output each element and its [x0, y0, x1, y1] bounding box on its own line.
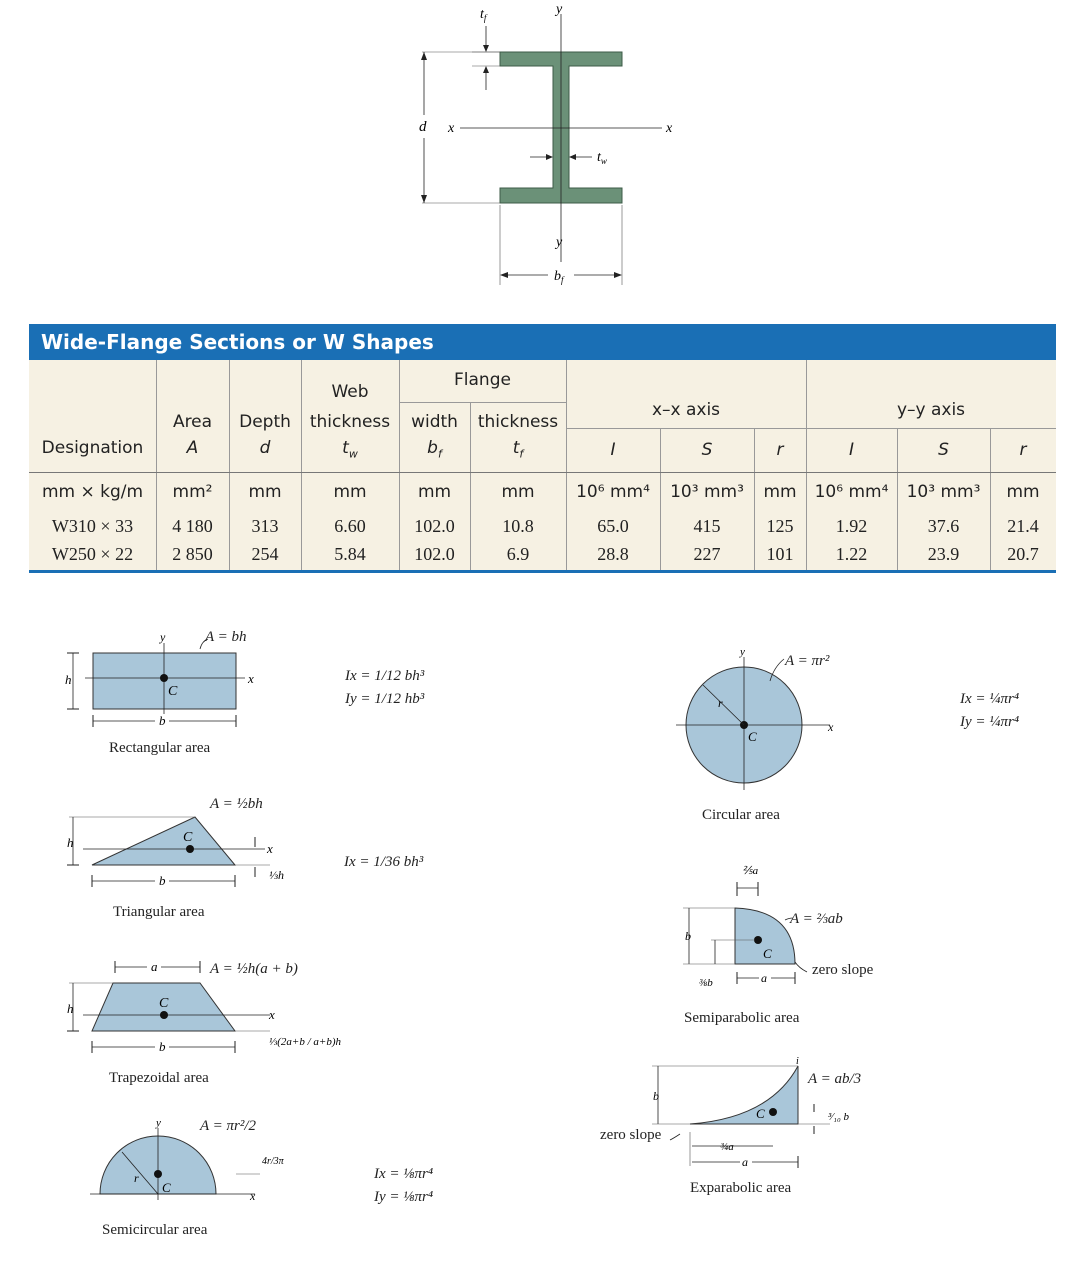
flange-width-label: $b_f$	[554, 269, 564, 285]
svg-text:i: i	[796, 1056, 799, 1067]
table-cell: 102.0	[414, 516, 455, 536]
table-cell: 125	[766, 516, 794, 536]
y-axis-label-top: y	[556, 2, 563, 17]
table-cell: 5.84	[334, 544, 366, 564]
table-body	[29, 510, 1056, 573]
unit-yy-r: mm	[1006, 482, 1040, 502]
triangular-caption: Triangular area	[113, 904, 205, 920]
svg-text:y: y	[156, 1117, 161, 1129]
circle-Iy-formula: Iy = ¼πr⁴	[960, 714, 1020, 730]
svg-text:h: h	[67, 1001, 74, 1016]
svg-text:C: C	[168, 684, 178, 699]
svg-text:⅓h: ⅓h	[269, 868, 284, 882]
svg-text:C: C	[748, 729, 757, 744]
table-cell: 102.0	[414, 544, 455, 564]
svg-text:¾a: ¾a	[720, 1141, 734, 1153]
table-cell: 4 180	[172, 516, 213, 536]
table-cell: 65.0	[597, 516, 629, 536]
svg-text:x: x	[267, 841, 273, 856]
table-header	[29, 360, 1056, 510]
header-depth: Depth	[239, 412, 291, 432]
header-flange: Flange	[454, 370, 511, 390]
header-designation: Designation	[41, 438, 144, 458]
table-cell: 1.22	[835, 544, 868, 564]
header-depth-symbol: d	[259, 438, 271, 458]
table-cell: 6.60	[334, 516, 366, 536]
header-xx-axis: x–x axis	[651, 400, 721, 420]
svg-text:x: x	[248, 671, 254, 686]
header-xx-r: r	[776, 440, 784, 460]
svg-text:b: b	[653, 1089, 659, 1103]
table-cell: 10.8	[502, 516, 534, 536]
table-cell: 28.8	[597, 544, 629, 564]
header-web-thickness: thickness	[309, 412, 391, 432]
unit-designation: mm × kg/m	[41, 482, 144, 502]
unit-flange-thickness: mm	[501, 482, 535, 502]
svg-text:b: b	[159, 1039, 166, 1054]
svg-text:h: h	[67, 835, 74, 850]
svg-text:b: b	[685, 929, 691, 943]
semiparabolic-caption: Semiparabolic area	[684, 1010, 800, 1026]
rectangle-Iy-formula: Iy = 1/12 hb³	[345, 691, 425, 707]
header-flange-width-symbol: $b_f$	[427, 438, 442, 461]
exparabolic-area-diagram	[640, 1050, 870, 1170]
rectangular-caption: Rectangular area	[109, 740, 211, 756]
circular-area-diagram	[670, 645, 870, 805]
i-beam-diagram	[400, 0, 700, 290]
svg-text:y: y	[160, 630, 166, 644]
triangle-area-formula: A = ½bh	[210, 796, 263, 812]
svg-text:³⁄₁₀ b: ³⁄₁₀ b	[828, 1111, 850, 1123]
exparabolic-caption: Exparabolic area	[690, 1180, 792, 1196]
semicircle-Ix-formula: Ix = ⅛πr⁴	[374, 1166, 434, 1182]
triangle-Ix-formula: Ix = 1/36 bh³	[344, 854, 424, 870]
table-row-designation: W310 × 33	[51, 516, 134, 536]
table-cell: 313	[251, 516, 279, 536]
exparabola-zero-slope-note: zero slope	[600, 1127, 662, 1143]
y-axis-label-bottom: y	[556, 235, 563, 250]
unit-flange-width: mm	[417, 482, 452, 502]
svg-text:a: a	[151, 959, 158, 974]
web-thickness-label: $t_w$	[597, 150, 607, 166]
circular-caption: Circular area	[702, 807, 780, 823]
svg-text:x: x	[269, 1007, 275, 1022]
wide-flange-table	[29, 324, 1056, 573]
unit-xx-S: 10³ mm³	[670, 482, 744, 502]
header-yy-I: I	[848, 440, 854, 460]
svg-text:b: b	[159, 713, 166, 728]
header-xx-I: I	[610, 440, 616, 460]
unit-yy-S: 10³ mm³	[906, 482, 981, 502]
unit-depth: mm	[248, 482, 282, 502]
semicircle-Iy-formula: Iy = ⅛πr⁴	[374, 1189, 434, 1205]
semicircular-area-diagram	[90, 1110, 290, 1210]
svg-text:a: a	[761, 971, 767, 985]
depth-label: d	[419, 119, 427, 135]
table-cell: 101	[766, 544, 794, 564]
circle-Ix-formula: Ix = ¼πr⁴	[960, 691, 1020, 707]
svg-text:C: C	[763, 946, 772, 961]
header-area: Area	[172, 412, 213, 432]
flange-thickness-label: $t_f$	[480, 7, 487, 23]
svg-text:x: x	[250, 1189, 256, 1203]
unit-xx-I: 10⁶ mm⁴	[576, 482, 650, 502]
header-flange-width: width	[411, 412, 458, 432]
rectangle-Ix-formula: Ix = 1/12 bh³	[345, 668, 425, 684]
svg-text:y: y	[740, 646, 745, 658]
svg-text:⅜b: ⅜b	[699, 977, 713, 989]
triangular-area-diagram	[55, 795, 315, 900]
svg-text:⅓(2a+b / a+b)h: ⅓(2a+b / a+b)h	[269, 1036, 341, 1048]
table-cell: 254	[251, 544, 279, 564]
semicircle-area-formula: A = πr²/2	[200, 1118, 257, 1134]
unit-yy-I: 10⁶ mm⁴	[814, 482, 889, 502]
rectangle-area-formula: A = bh	[205, 629, 247, 645]
exparabola-area-formula: A = ab/3	[808, 1071, 862, 1087]
unit-web: mm	[333, 482, 367, 502]
table-cell: 1.92	[835, 516, 868, 536]
x-axis-label-right: x	[666, 121, 673, 136]
rectangular-area-diagram	[55, 625, 295, 740]
table-cell: 37.6	[927, 516, 960, 536]
table-cell: 6.9	[506, 544, 530, 564]
unit-xx-r: mm	[763, 482, 797, 502]
table-cell: 2 850	[172, 544, 213, 564]
header-flange-thickness: thickness	[477, 412, 559, 432]
table-row-designation: W250 × 22	[51, 544, 134, 564]
header-yy-axis: y–y axis	[896, 400, 966, 420]
header-flange-thickness-symbol: $t_f$	[512, 438, 524, 461]
table-title: Wide-Flange Sections or W Shapes	[29, 324, 1056, 360]
trapezoidal-area-diagram	[55, 955, 355, 1065]
svg-text:C: C	[159, 996, 169, 1011]
exparabola-shape	[690, 1066, 798, 1124]
svg-text:r: r	[134, 1171, 139, 1185]
table-cell: 415	[693, 516, 721, 536]
header-yy-r: r	[1019, 440, 1027, 460]
svg-text:x: x	[828, 720, 834, 734]
header-xx-S: S	[701, 440, 713, 460]
svg-text:C: C	[162, 1180, 171, 1195]
trapezoidal-caption: Trapezoidal area	[109, 1070, 209, 1086]
table-cell: 20.7	[1007, 544, 1039, 564]
header-web: Web	[331, 382, 369, 402]
semiparabola-zero-slope-note: zero slope	[812, 962, 874, 978]
svg-text:4r/3π: 4r/3π	[262, 1156, 284, 1167]
semicircular-caption: Semicircular area	[102, 1222, 208, 1238]
svg-text:⅖a: ⅖a	[742, 865, 759, 877]
unit-area: mm²	[172, 482, 213, 502]
table-cell: 227	[693, 544, 721, 564]
svg-text:a: a	[742, 1155, 748, 1169]
svg-text:b: b	[159, 873, 166, 888]
table-cell: 23.9	[927, 544, 960, 564]
x-axis-label-left: x	[448, 121, 455, 136]
svg-text:C: C	[756, 1106, 765, 1121]
header-web-symbol: $t_w$	[342, 438, 358, 461]
header-yy-S: S	[938, 440, 949, 460]
header-area-symbol: A	[186, 438, 199, 458]
triangle-shape	[92, 817, 235, 865]
table-cell: 21.4	[1007, 516, 1039, 536]
svg-text:r: r	[718, 696, 723, 710]
svg-text:C: C	[183, 830, 193, 845]
svg-text:h: h	[65, 672, 72, 687]
trapezoid-area-formula: A = ½h(a + b)	[210, 961, 298, 977]
semiparabola-area-formula: A = ⅔ab	[790, 911, 843, 927]
circle-area-formula: A = πr²	[785, 653, 830, 669]
